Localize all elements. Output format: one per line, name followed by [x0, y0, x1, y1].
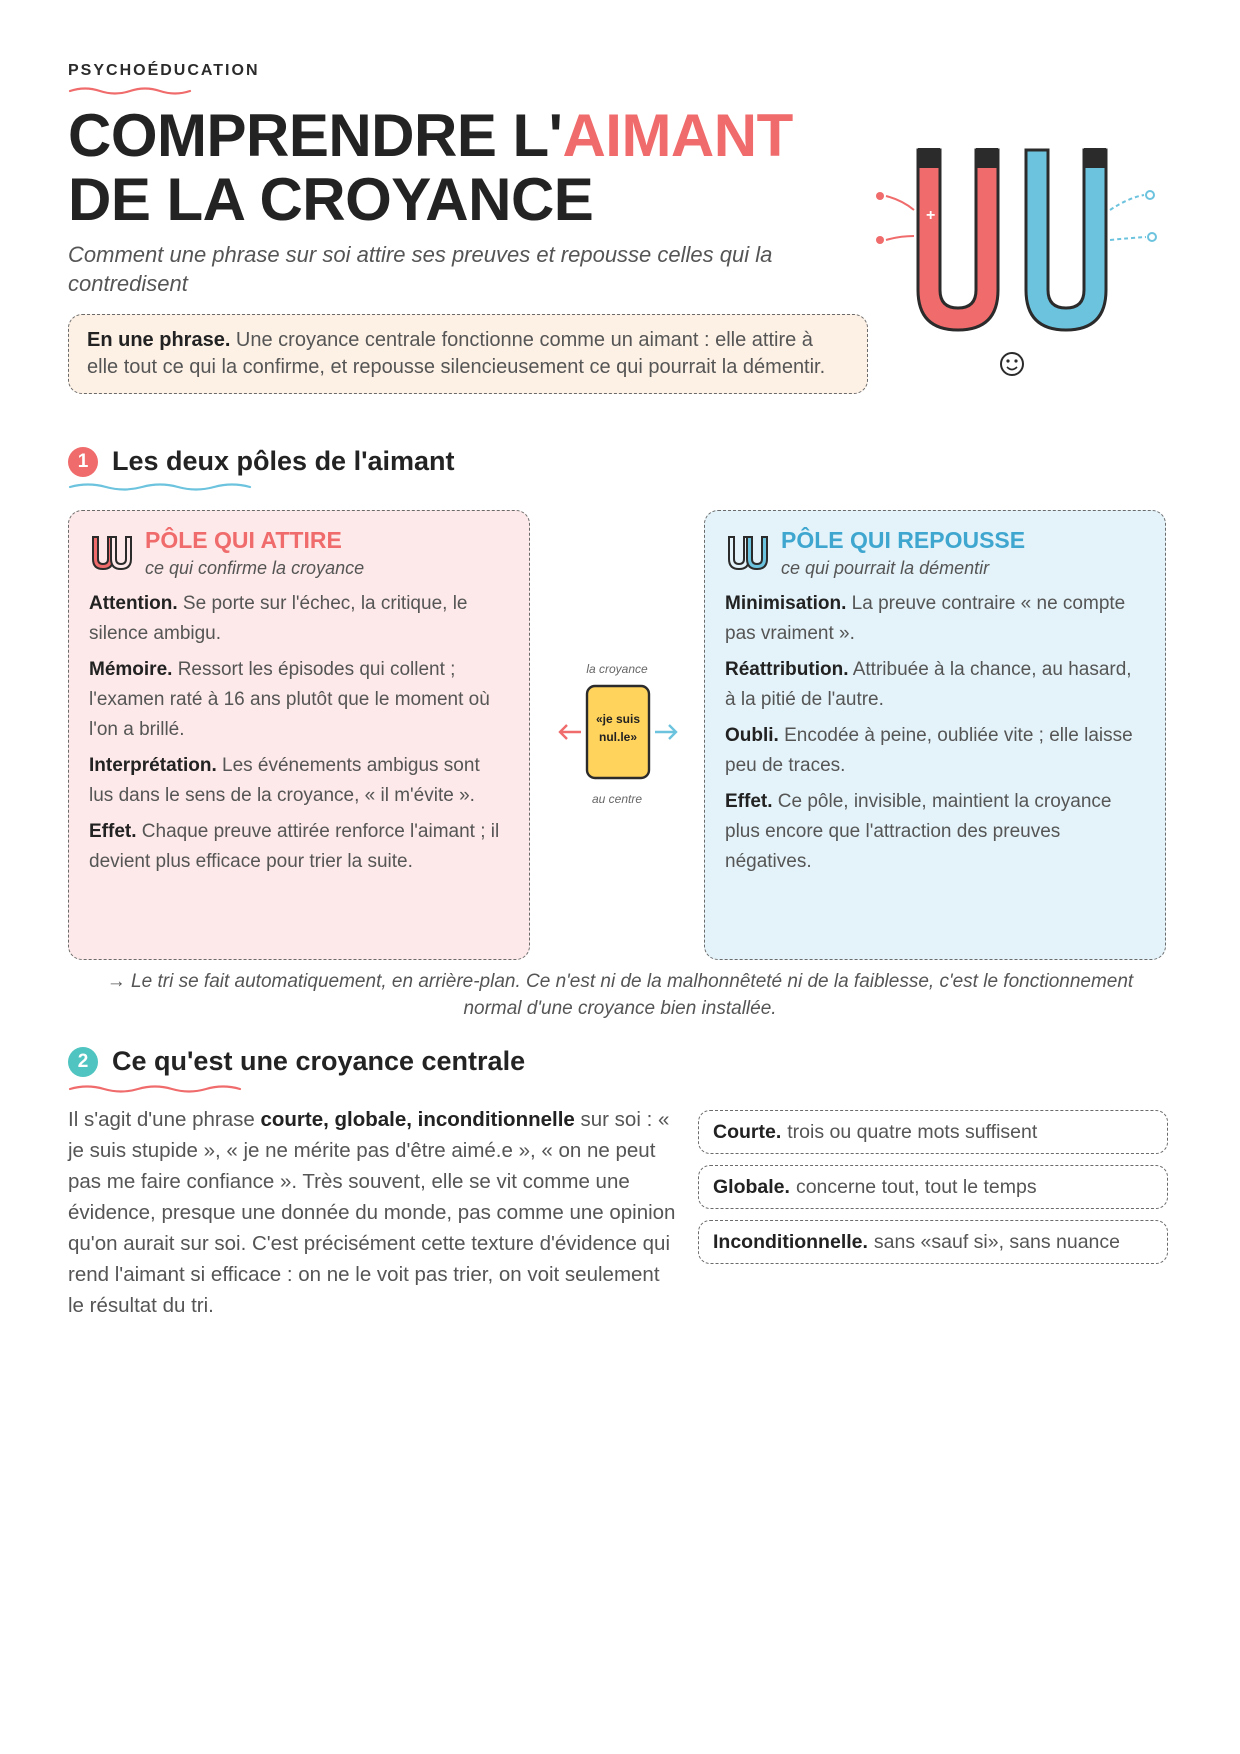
summary-box [68, 314, 868, 394]
trait-chip: Inconditionnelle. sans «sauf si», sans nuance [698, 1220, 1168, 1264]
page-title [68, 104, 793, 232]
repel-subtitle: ce qui pourrait la démentir [781, 558, 990, 578]
title-line2: DE LA CROYANCE [68, 166, 594, 233]
repel-item: Oubli. Encodée à peine, oubliée vite ; elle laisse peu de traces. [725, 725, 1133, 776]
attract-subtitle: ce qui confirme la croyance [145, 558, 365, 578]
section2-heading [68, 1046, 525, 1077]
attract-title: PÔLE QUI ATTIRE [145, 527, 342, 553]
belief-top-label: la croyance [586, 662, 648, 676]
arrow-right-icon [655, 725, 676, 739]
attract-item: Attention. Se porte sur l'échec, la critique, le silence ambigu. [89, 593, 468, 644]
section2-number: 2 [68, 1047, 98, 1077]
section1-number: 1 [68, 447, 98, 477]
eyebrow-label: PSYCHOÉDUCATION [68, 62, 260, 79]
title-accent: AIMANT [562, 102, 793, 169]
belief-text: «je suis nul.le» [595, 712, 641, 744]
attract-item: Mémoire. Ressort les épisodes qui collent ; l'examen raté à 16 ans plutôt que le moment où l'on a brillé. [89, 659, 490, 740]
section1-title: Les deux pôles de l'aimant [112, 446, 455, 476]
repel-item: Effet. Ce pôle, invisible, maintient la croyance plus encore que l'attraction des preuves négatives. [725, 791, 1112, 872]
page-subtitle: Comment une phrase sur soi attire ses preuves et repousse celles qui la contredisent [68, 242, 773, 296]
repel-item: Réattribution. Attribuée à la chance, au hasard, à la pitié de l'autre. [725, 659, 1132, 710]
repel-item: Minimisation. La preuve contraire « ne compte pas vraiment ». [725, 593, 1126, 644]
small-magnet-icon [725, 531, 769, 575]
magnet-right-icon [1026, 148, 1106, 330]
arrow-left-icon [560, 725, 581, 739]
section2-underline [68, 1084, 243, 1094]
small-magnet-icon [89, 531, 133, 575]
attract-item: Effet. Chaque preuve attirée renforce l'aimant ; il devient plus efficace pour trier la suite. [89, 821, 500, 872]
repel-title: PÔLE QUI REPOUSSE [781, 527, 1026, 553]
section2-paragraph: Il s'agit d'une phrase courte, globale, inconditionnelle sur soi : « je suis stupide », « je ne mérite pas d'être aimé.e », « on ne peut pas me faire confiance ». Très souvent, elle se vit comme une évidence, presque une donnée du monde, pas comme une opinion qu'on aurait sur soi. C'est précisément cette texture d'évidence qui rend l'aimant si efficace : on ne le voit pas trier, on voit seulement le résultat du tri. [68, 1108, 676, 1317]
trait-chip: Globale. concerne tout, tout le temps [698, 1165, 1168, 1209]
section2-title: Ce qu'est une croyance centrale [112, 1046, 526, 1076]
summary-label: En une phrase. [87, 329, 231, 351]
trait-chip: Courte. trois ou quatre mots suffisent [698, 1110, 1168, 1154]
eyebrow-underline [68, 86, 193, 96]
repel-lines-icon [1110, 191, 1156, 241]
attract-lines-icon [876, 192, 914, 244]
magnet-illustration [870, 140, 1170, 390]
repel-pole-card [704, 510, 1166, 960]
title-part1: COMPRENDRE L' [68, 102, 563, 169]
section1-heading [68, 446, 455, 477]
attract-item: Interprétation. Les événements ambigus sont lus dans le sens de la croyance, « il m'évite ». [89, 755, 480, 806]
smiley-icon [1001, 353, 1023, 375]
section1-note: → Le tri se fait automatiquement, en arrière-plan. Ce n'est ni de la malhonnêteté ni de la faiblesse, c'est le fonctionnement normal d'une croyance bien installée. [106, 971, 1134, 1019]
section1-underline [68, 482, 253, 492]
svg-text:+: + [926, 207, 936, 224]
belief-bottom-label: au centre [591, 792, 643, 806]
attract-pole-card [68, 510, 530, 960]
summary-text: Une croyance centrale fonctionne comme un aimant : elle attire à elle tout ce qui la confirme, et repousse silencieusement ce qui pourrait la démentir. [87, 329, 826, 378]
magnet-left-icon [918, 148, 998, 330]
